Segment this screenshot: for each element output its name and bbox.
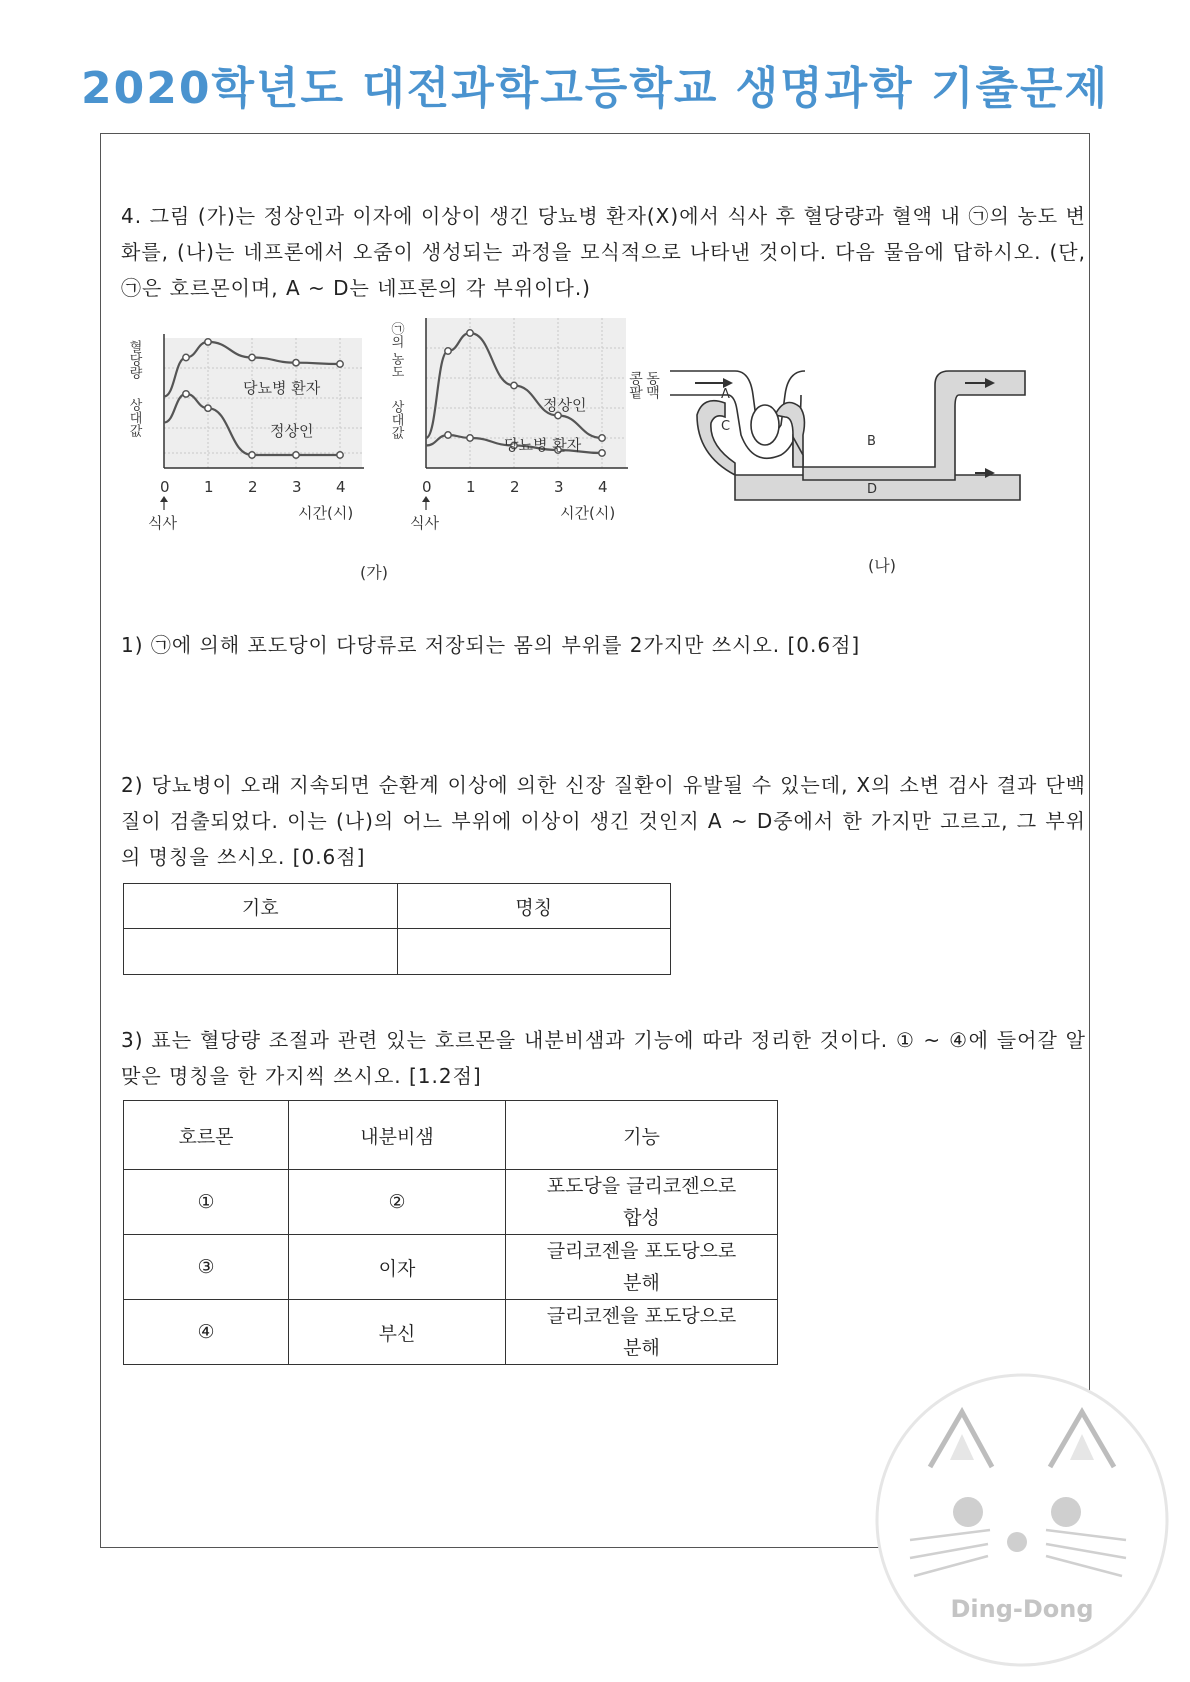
graph2-xlabel: 시간(시) [560,504,616,522]
part-label-a: A [721,387,730,402]
table2-header-hormone: 호르몬 [124,1101,289,1170]
graph2-tick-3: 3 [554,478,564,496]
graph2-series-label-normal: 정상인 [543,396,587,414]
table1-header-name: 명칭 [397,884,671,929]
graph1-tick-1: 1 [204,478,214,496]
table1-header-symbol: 기호 [124,884,398,929]
graph1-tick-2: 2 [248,478,258,496]
figure-ga [120,318,640,548]
graph2-point [599,435,605,441]
graph1-meal-label: 식사 [148,514,177,532]
table1-cell-symbol[interactable] [124,929,398,975]
graph1-xlabel: 시간(시) [298,504,354,522]
glomerulus-a [751,405,779,445]
table2-cell-hormone: ④ [124,1300,289,1365]
graph2-tick-2: 2 [510,478,520,496]
artery-label-2: 동맥 [644,371,660,399]
graph1-point [337,452,343,458]
graph2-point [599,450,605,456]
graph1-point [337,361,343,367]
table2-cell-function: 글리코젠을 포도당으로 분해 [506,1235,778,1300]
table2-cell-function: 포도당을 글리코젠으로 합성 [506,1170,778,1235]
tubule-c-d [697,401,1020,500]
table1-cell-name[interactable] [397,929,671,975]
graph1-point [293,360,299,366]
answer-table-2 [123,1100,778,1365]
table2-cell-gland: 부신 [289,1300,506,1365]
caption-ga: (가) [360,563,388,582]
graph1-tick-3: 3 [292,478,302,496]
graph2-series-label-diabetic: 당뇨병 환자 [504,436,582,454]
watermark-cat-logo [870,1372,1175,1667]
graph1-point [205,405,211,411]
graph1-point [183,391,189,397]
table2-cell-hormone: ① [124,1170,289,1235]
graph2-point [445,348,451,354]
graph2-meal-label: 식사 [410,514,439,532]
question-intro: 4. 그림 (가)는 정상인과 이자에 이상이 생긴 당뇨병 환자(X)에서 식사 후 혈당량과 혈액 내 ㉠의 농도 변화를, (나)는 네프론에서 오줌이 생성되는 과정을 모식적으로 나타낸 것이다. 다음 물음에 답하시오. (단, ㉠은 호르몬이며, A ~ D는 네프론의 각 부위이다.) [121,204,1086,300]
table2-header-function: 기능 [506,1101,778,1170]
answer-table-1 [123,883,671,975]
question-2: 2) 당뇨병이 오래 지속되면 순환계 이상에 의한 신장 질환이 유발될 수 있는데, X의 소변 검사 결과 단백질이 검출되었다. 이는 (나)의 어느 부위에 이상이 생긴 것인지 A ~ D중에서 한 가지만 고르고, 그 부위의 명칭을 쓰시오. [0.6점] [121,773,1086,869]
figure-na [625,355,1085,530]
question-3: 3) 표는 혈당량 조절과 관련 있는 호르몬을 내분비샘과 기능에 따라 정리한 것이다. ① ~ ④에 들어갈 알맞은 명칭을 한 가지씩 쓰시오. [1.2점] [121,1028,1086,1088]
table2-cell-hormone: ③ [124,1235,289,1300]
graph1-tick-4: 4 [336,478,346,496]
artery-label-1: 콩팥 [627,371,643,399]
graph2-point [467,435,473,441]
graph1-point [293,452,299,458]
question-1: 1) ㉠에 의해 포도당이 다당류로 저장되는 몸의 부위를 2가지만 쓰시오. [0.6점] [121,633,861,657]
graph2-tick-1: 1 [466,478,476,496]
graph2-point [445,432,451,438]
part-label-d: D [867,482,878,497]
caption-na: (나) [868,556,896,575]
graph2-tick-0: 0 [422,478,432,496]
graph1-tick-0: 0 [160,478,170,496]
table2-header-gland: 내분비샘 [289,1101,506,1170]
graph2-ylabel-top: ㉠의 농도 [388,322,404,379]
table2-cell-gland: 이자 [289,1235,506,1300]
graph1-point [183,354,189,360]
part-label-b: B [867,434,876,449]
watermark-text: Ding-Dong [950,1595,1094,1623]
artery-label: 콩팥 동맥 [625,355,630,356]
graph1-point [249,452,255,458]
graph1-point [205,339,211,345]
graph2-tick-4: 4 [598,478,608,496]
graph2-ylabel-bottom: 상대값 [388,400,404,439]
graph2-point [511,382,517,388]
graph1-point [249,354,255,360]
graph1-series-label-normal: 정상인 [270,422,314,440]
graph1-series-label-diabetic: 당뇨병 환자 [243,379,321,397]
part-label-c: C [721,419,731,434]
tubule-b [793,371,1025,480]
graph2-point [467,330,473,336]
graph1-ylabel-top: 혈당량 [126,340,142,379]
table2-cell-gland: ② [289,1170,506,1235]
table2-cell-function: 글리코젠을 포도당으로 분해 [506,1300,778,1365]
graph1-ylabel-bottom: 상대값 [126,398,142,437]
page-title: 2020학년도 대전과학고등학교 생명과학 기출문제 [81,63,1109,114]
